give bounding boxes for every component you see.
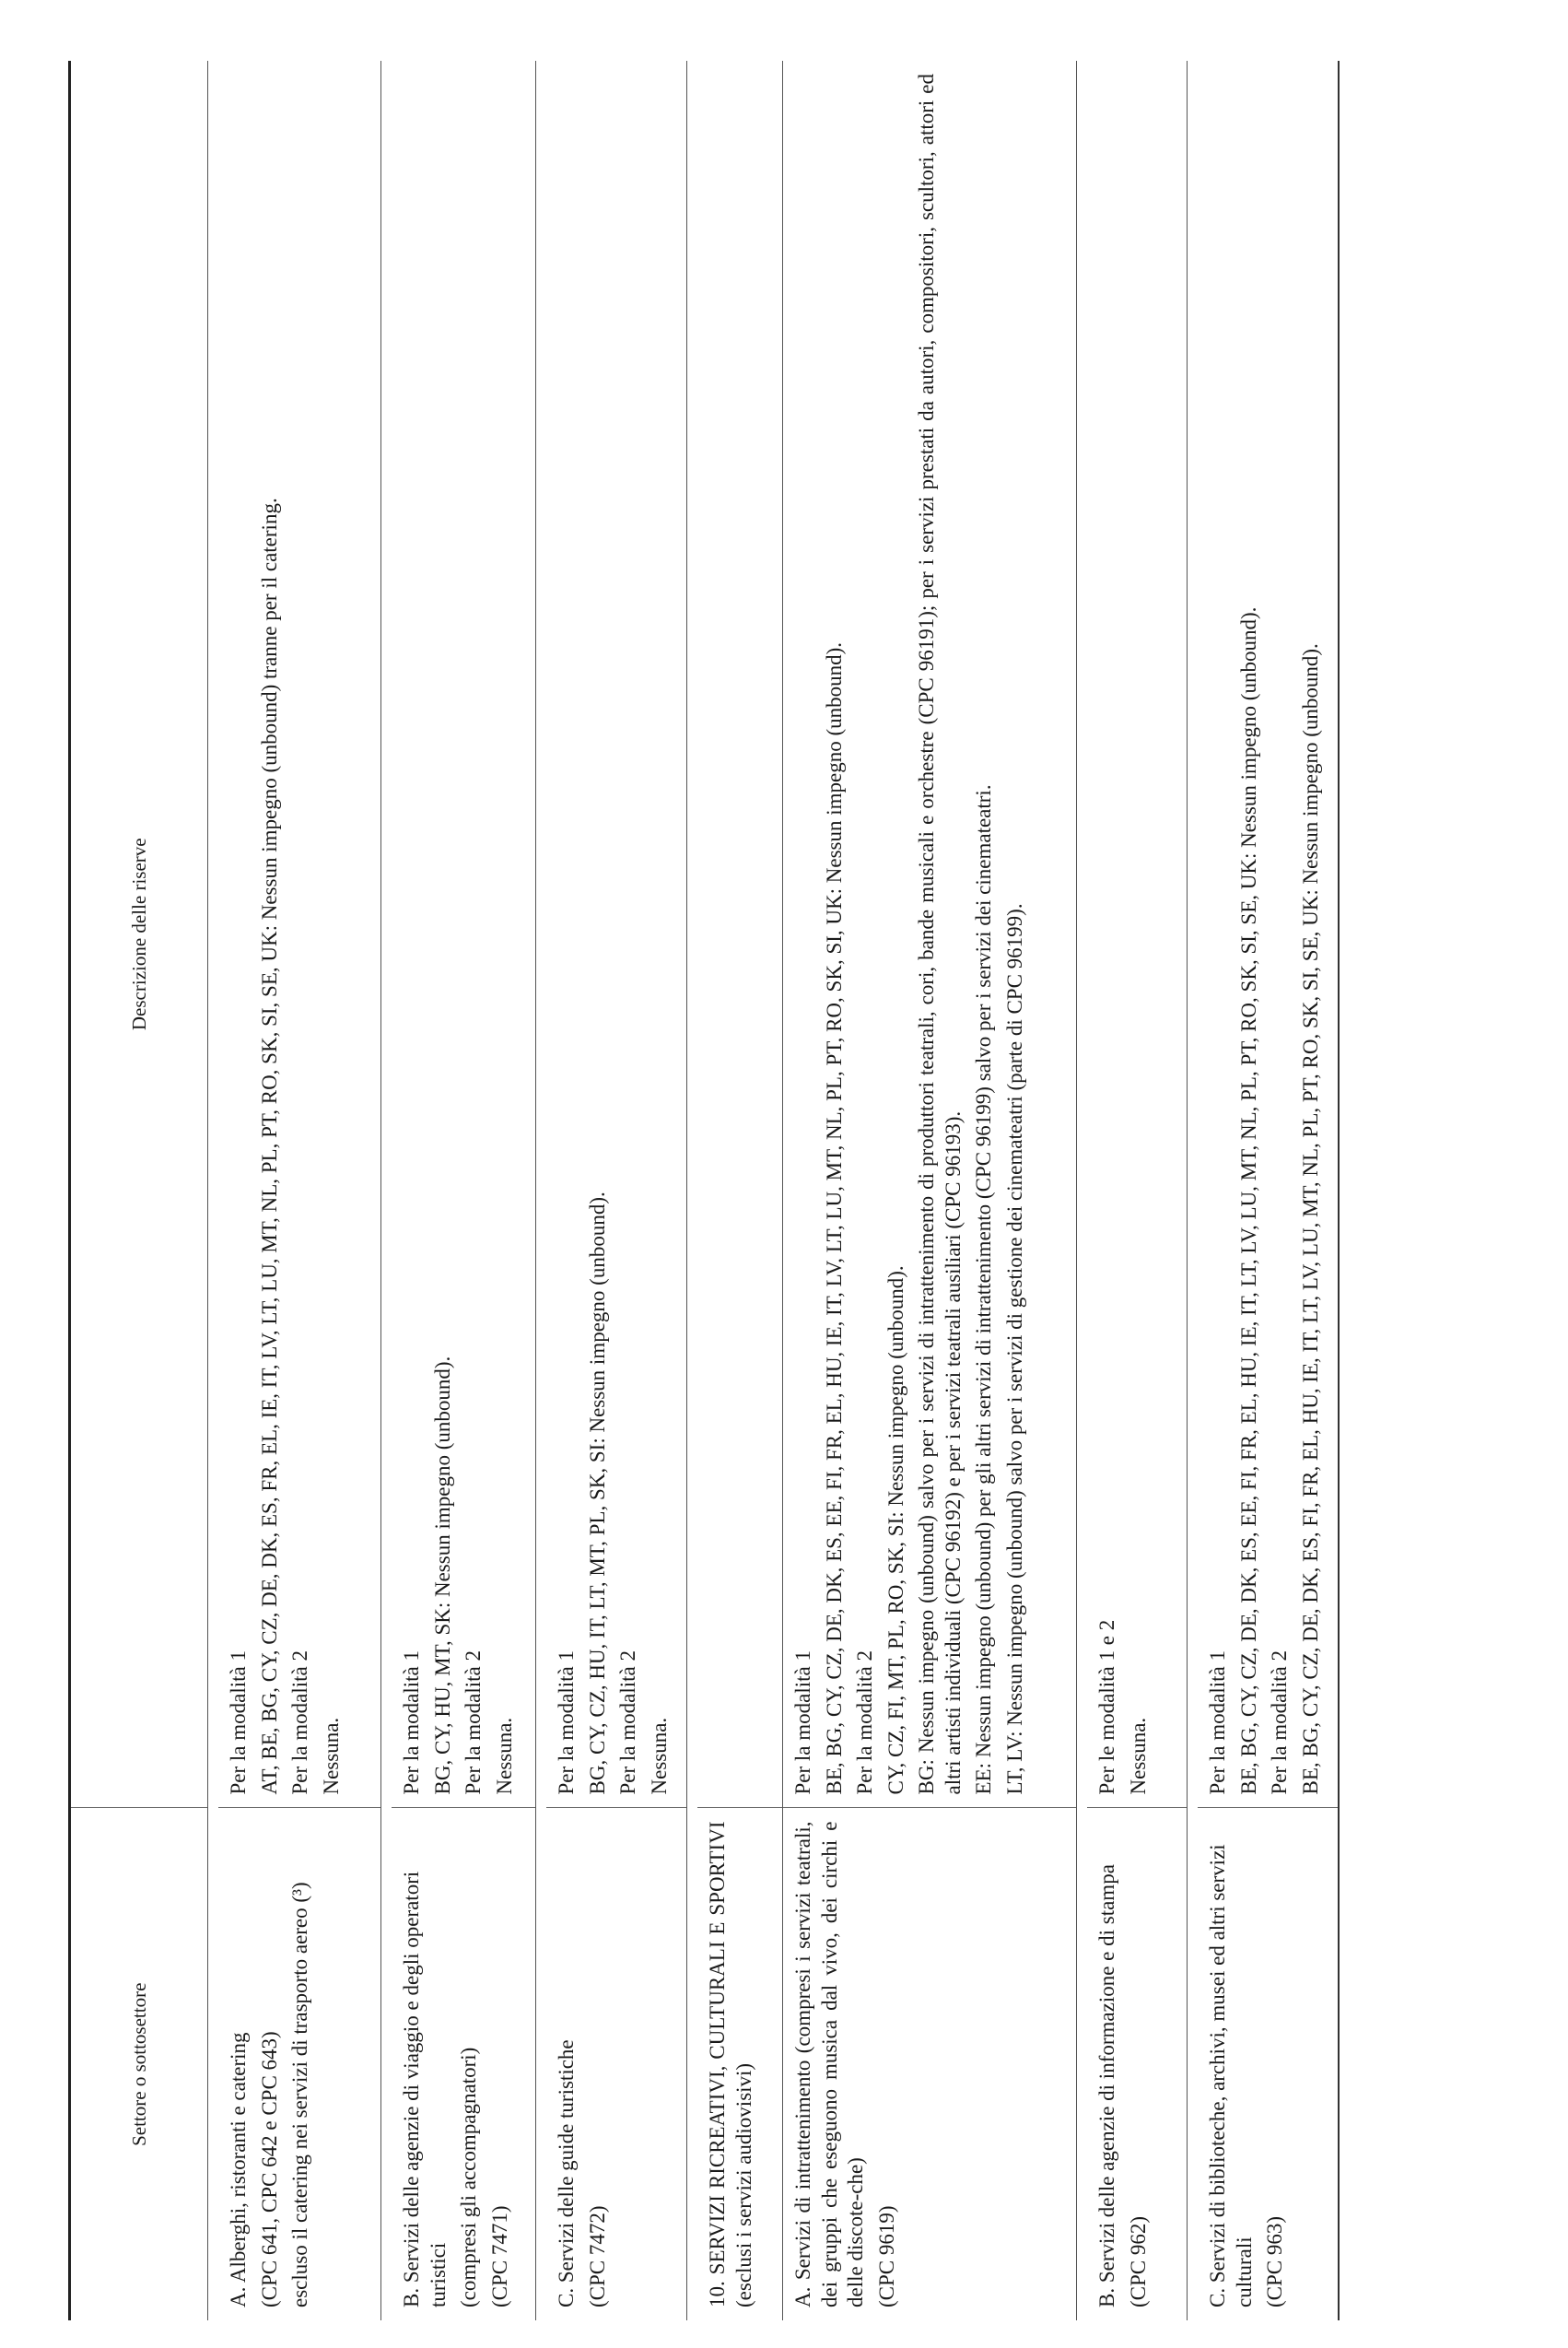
sector-cell (1198, 1808, 1339, 2320)
description-line: BG: Nessun impegno (unbound) salvo per i servizi di intrattenimento di produttori teatrali, cori, bande musicali e orchestre (CPC 96191); per i servizi prestati da autori, compositori, scultori, attori ed altri artisti individuali (CPC 96192) e per i servizi teatrali ausiliari (CPC 96193). (915, 73, 965, 1795)
sector-line: B. Servizi delle agenzie di viaggio e degli operatori turistici (400, 1871, 450, 2307)
description-line: Nessuna. (1126, 1717, 1150, 1795)
description-line: LT, LV: Nessun impegno (unbound) salvo per i servizi di gestione dei cinemateatri (parte di CPC 96199). (1002, 903, 1026, 1795)
description-line: Per la modalità 2 (853, 1650, 877, 1795)
description-line: Per la modalità 1 (791, 1650, 815, 1795)
description-line: Per la modalità 1 (555, 1650, 578, 1795)
sector-line: A. Alberghi, ristoranti e catering (227, 2032, 250, 2307)
description-cell (783, 61, 1077, 1808)
description-cell (218, 61, 381, 1808)
description-cell (1087, 61, 1188, 1808)
sector-line: C. Servizi delle guide turistiche (555, 2039, 578, 2307)
description-line: BE, BG, CY, CZ, DE, DK, ES, FI, FR, EL, HU, IE, IT, LT, LV, LU, MT, NL, PL, PT, RO, SK, SI, SE, UK: Nessun impegno (unbound). (1298, 643, 1322, 1795)
table-row (1198, 61, 1339, 2320)
sector-line: (CPC 641, CPC 642 e CPC 643) (257, 2031, 281, 2307)
table-row (697, 61, 783, 2320)
sector-cell (392, 1808, 536, 2320)
sector-line: (CPC 962) (1126, 2215, 1150, 2307)
description-line: AT, BE, BG, CY, CZ, DE, DK, ES, FR, EL, IE, IT, LV, LT, LU, MT, NL, PL, PT, RO, SK, SI, SE, UK: Nessun impegno (unbound) tranne per il catering. (257, 498, 281, 1795)
sector-cell (546, 1808, 687, 2320)
table-row (783, 61, 1077, 2320)
description-line: Nessuna. (492, 1717, 516, 1795)
sector-line: escluso il catering nei servizi di trasporto aereo (³) (288, 1882, 312, 2307)
description-line: BG, CY, HU, MT, SK: Nessun impegno (unbound). (430, 1356, 454, 1795)
sector-cell (783, 1808, 1077, 2320)
reservations-table (68, 61, 1340, 2320)
description-line: Per la modalità 2 (616, 1650, 640, 1795)
table-header (70, 61, 208, 2320)
description-line: EE: Nessun impegno (unbound) per gli altri servizi di intrattenimento (CPC 96199) salvo per i servizi dei cinemateatri. (972, 784, 996, 1795)
description-line: Per la modalità 1 (400, 1650, 423, 1795)
description-line: Per la modalità 2 (288, 1650, 312, 1795)
sector-line: (CPC 7471) (487, 2205, 511, 2307)
description-cell (546, 61, 687, 1808)
sector-line: B. Servizi delle agenzie di informazione e di stampa (1095, 1864, 1119, 2307)
description-cell (697, 61, 783, 1808)
sector-line: C. Servizi di biblioteche, archivi, musei ed altri servizi culturali (1206, 1844, 1256, 2307)
sector-cell (1087, 1808, 1188, 2320)
description-line: BG, CY, CZ, HU, IT, LT, MT, PL, SK, SI: Nessun impegno (unbound). (585, 1192, 609, 1795)
table-row (1087, 61, 1188, 2320)
description-line: BE, BG, CY, CZ, DE, DK, ES, EE, FI, FR, EL, HU, IE, IT, LV, LT, LU, MT, NL, PL, PT, RO, SK, SI, UK: Nessun impegno (unbound). (822, 641, 846, 1795)
sector-line: (CPC 963) (1263, 2215, 1287, 2307)
description-line: Per la modalità 1 (1206, 1650, 1230, 1795)
description-line: Nessuna. (319, 1717, 343, 1795)
sector-line: (compresi gli accompagnatori) (457, 2047, 481, 2307)
sector-cell (218, 1808, 381, 2320)
description-line: CY, CZ, FI, MT, PL, RO, SK, SI: Nessun impegno (unbound). (883, 1265, 907, 1795)
description-line: Per la modalità 2 (1268, 1650, 1292, 1795)
description-line: Per la modalità 2 (462, 1650, 486, 1795)
description-line: BE, BG, CY, CZ, DE, DK, ES, EE, FI, FR, EL, HU, IE, IT, LT, LV, LU, MT, NL, PL, PT, RO, SK, SI, SE, UK: Nessun impegno (unbound). (1236, 606, 1260, 1795)
header-description: Descrizione delle riserve (70, 61, 208, 1808)
table-row (546, 61, 687, 2320)
description-line: Nessuna. (647, 1717, 671, 1795)
table-row (218, 61, 381, 2320)
sector-heading: 10. SERVIZI RICREATIVI, CULTURALI E SPORTIVI (esclusi i servizi audiovisivi) (706, 1821, 755, 2307)
sector-line: A. Servizi di intrattenimento (compresi i servizi teatrali, dei gruppi che eseguono musica dal vivo, dei circhi e delle discote-che) (791, 1821, 868, 2307)
sector-cell (697, 1808, 783, 2320)
description-line: Per la modalità 1 (227, 1650, 250, 1795)
description-cell (1198, 61, 1339, 1808)
header-sector: Settore o sottosettore (70, 1808, 208, 2320)
description-cell (392, 61, 536, 1808)
description-line: Per le modalità 1 e 2 (1095, 1619, 1119, 1795)
table-row (392, 61, 536, 2320)
sector-line: (CPC 9619) (874, 2205, 898, 2307)
sector-line: (CPC 7472) (585, 2205, 609, 2307)
